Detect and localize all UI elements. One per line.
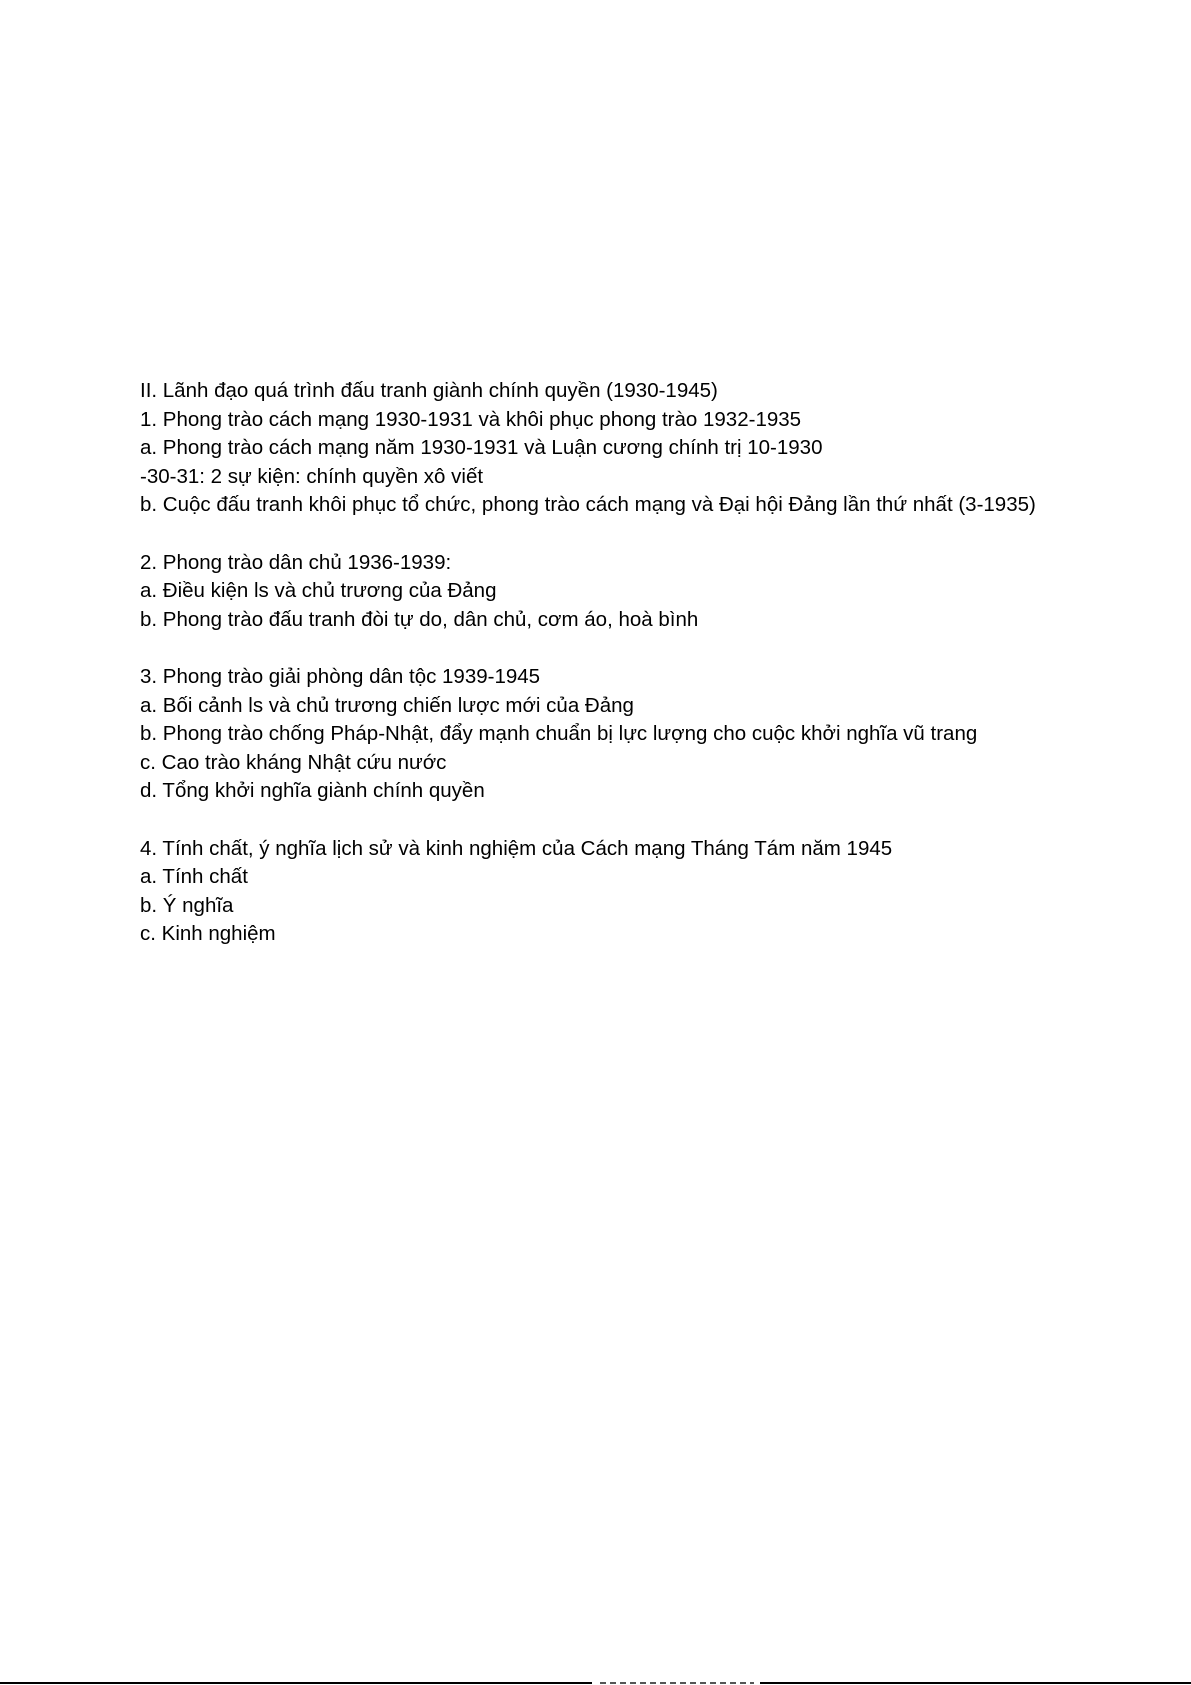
- section-heading: II. Lãnh đạo quá trình đấu tranh giành chính quyền (1930-1945): [140, 379, 718, 402]
- paragraph-spacer: [140, 806, 1040, 835]
- section-2-item-b: b. Phong trào đấu tranh đòi tự do, dân chủ, cơm áo, hoà bình: [140, 607, 699, 631]
- document-body: [140, 377, 1040, 949]
- section-1-item-a: a. Phong trào cách mạng năm 1930-1931 và Luận cương chính trị 10-1930: [140, 436, 823, 460]
- page-bottom-dashed-segment: [600, 1682, 754, 1684]
- section-4-item-a: a. Tính chất: [140, 865, 248, 889]
- section-2-title: 2. Phong trào dân chủ 1936-1939:: [140, 550, 452, 574]
- section-3-item-a: a. Bối cảnh ls và chủ trương chiến lược mới của Đảng: [140, 693, 634, 717]
- section-1-title: 1. Phong trào cách mạng 1930-1931 và khôi phục phong trào 1932-1935: [140, 407, 802, 431]
- section-3-title: 3. Phong trào giải phòng dân tộc 1939-1945: [140, 664, 541, 688]
- section-3-item-b: b. Phong trào chống Pháp-Nhật, đẩy mạnh chuẩn bị lực lượng cho cuộc khởi nghĩa vũ trang: [140, 722, 978, 746]
- paragraph-spacer: [140, 520, 1040, 549]
- section-4-item-c: c. Kinh nghiệm: [140, 922, 276, 946]
- section-1-item-b: b. Cuộc đấu tranh khôi phục tổ chức, phong trào cách mạng và Đại hội Đảng lần thứ nhất (3-1935): [140, 493, 1036, 517]
- section-2-item-a: a. Điều kiện ls và chủ trương của Đảng: [140, 579, 497, 603]
- section-4-title: 4. Tính chất, ý nghĩa lịch sử và kinh nghiệm của Cách mạng Tháng Tám năm 1945: [140, 836, 893, 860]
- section-3-item-d: d. Tổng khởi nghĩa giành chính quyền: [140, 779, 485, 803]
- paragraph-spacer: [140, 634, 1040, 663]
- section-1-note: -30-31: 2 sự kiện: chính quyền xô viết: [140, 464, 484, 488]
- section-3-item-c: c. Cao trào kháng Nhật cứu nước: [140, 750, 447, 774]
- section-4-item-b: b. Ý nghĩa: [140, 893, 234, 917]
